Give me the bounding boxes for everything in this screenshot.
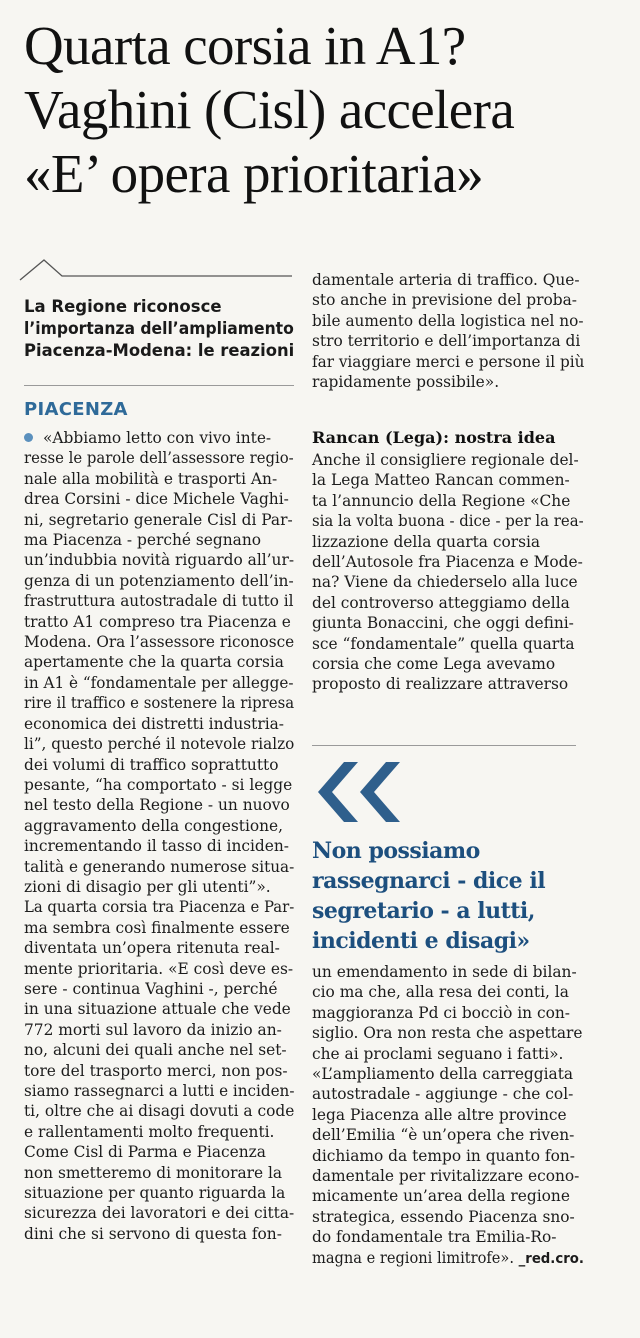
text-line: dell’Autosole fra Piacenza e Mode- xyxy=(312,553,583,572)
text-line: proposto di realizzare attraverso xyxy=(312,675,569,694)
divider xyxy=(24,385,294,386)
text-line: do fondamentale tra Emilia-Ro- xyxy=(312,1228,557,1247)
text-line: incrementando il tasso di inciden- xyxy=(24,837,289,856)
text-line: maggioranza Pd ci bocciò in con- xyxy=(312,1003,570,1022)
text-line: magna e regioni limitrofe». _red.cro. xyxy=(312,1248,584,1267)
text-line: frastruttura autostradale di tutto il xyxy=(24,592,294,611)
pull-quote-line: rassegnarci - dice il xyxy=(312,868,546,894)
text-line: sia la volta buona - dice - per la rea- xyxy=(312,512,584,531)
text-line: lizzazione della quarta corsia xyxy=(312,532,541,551)
text-line: ti, oltre che ai disagi dovuti a code xyxy=(24,1102,295,1121)
text-line: dei volumi di traffico soprattutto xyxy=(24,755,279,774)
text-line: no, alcuni dei quali anche nel set- xyxy=(24,1041,287,1060)
text-line: nale alla mobilità e trasporti An- xyxy=(24,469,278,488)
article-right-column-rancan xyxy=(312,450,584,695)
text-line: damentale per rivitalizzare econo- xyxy=(312,1167,580,1186)
article-left-column xyxy=(24,428,294,1244)
text-line: dell’Emilia “è un’opera che riven- xyxy=(312,1126,575,1145)
text-line: «L’ampliamento della carreggiata xyxy=(312,1065,574,1084)
text-line: sicurezza dei lavoratori e dei citta- xyxy=(24,1204,295,1223)
pull-quote-line: Non possiamo xyxy=(312,838,480,864)
text-line: 772 morti sul lavoro da inizio an- xyxy=(24,1020,282,1039)
text-line: siglio. Ora non resta che aspettare xyxy=(312,1024,583,1043)
pull-quote-line: segretario - a lutti, xyxy=(312,898,535,924)
pull-quote xyxy=(312,836,592,956)
text-line: damentale arteria di traffico. Que- xyxy=(312,271,580,289)
text-line: apertamente che la quarta corsia xyxy=(24,653,284,672)
text-line: na? Viene da chiederselo alla luce xyxy=(312,573,578,592)
text-line: Modena. Ora l’assessore riconosce xyxy=(24,633,295,652)
text-line: talità e generando numerose situa- xyxy=(24,857,295,876)
text-line: dichiamo da tempo in quanto fon- xyxy=(312,1146,575,1165)
divider xyxy=(312,745,576,746)
text-line: del controverso atteggiamo della xyxy=(312,593,570,612)
pull-quote-line: incidenti e disagi» xyxy=(312,928,530,954)
text-line: diventata un’opera ritenuta real- xyxy=(24,939,280,958)
text-line: ta l’annuncio della Regione «Che xyxy=(312,491,571,510)
text-line: sto anche in previsione del proba- xyxy=(312,291,578,310)
text-line: rapidamente possibile». xyxy=(312,373,500,392)
text-line: ma sembra così finalmente essere xyxy=(24,918,290,937)
subtitle-line: l’importanza dell’ampliamento xyxy=(24,319,294,338)
text-line: drea Corsini - dice Michele Vaghi- xyxy=(24,490,289,509)
text-line: bile aumento della logistica nel no- xyxy=(312,311,584,330)
text-line: La quarta corsia tra Piacenza e Par- xyxy=(24,898,295,917)
text-line: genza di un potenziamento dell’in- xyxy=(24,571,294,590)
text-line: che ai proclami seguano i fatti». xyxy=(312,1044,564,1063)
text-line: economica dei distretti industria- xyxy=(24,714,284,733)
text-line: strategica, essendo Piacenza sno- xyxy=(312,1207,575,1226)
double-left-chevron-quote-icon xyxy=(314,760,404,824)
section-subhead: Rancan (Lega): nostra idea xyxy=(312,428,556,447)
text-line: stro territorio e dell’importanza di xyxy=(312,332,581,351)
text-line: dini che si servono di questa fon- xyxy=(24,1224,282,1243)
dateline: PIACENZA xyxy=(24,399,128,420)
text-line: Anche il consigliere regionale del- xyxy=(312,451,579,469)
text-line: corsia che come Lega avevamo xyxy=(312,655,556,674)
article-right-column-top xyxy=(312,270,584,392)
text-line: tratto A1 compreso tra Piacenza e xyxy=(24,612,291,631)
article-right-column-bottom xyxy=(312,962,584,1269)
text-line: un’indubbia novità riguardo all’ur- xyxy=(24,551,295,570)
text-line: giunta Bonaccini, che oggi defini- xyxy=(312,614,574,633)
text-line: zioni di disagio per gli utenti”». xyxy=(24,877,271,896)
text-line: sere - continua Vaghini -, perché xyxy=(24,979,278,998)
text-line: «Abbiamo letto con vivo inte- xyxy=(24,428,294,448)
text-line: ma Piacenza - perché segnano xyxy=(24,531,261,550)
headline xyxy=(24,14,624,206)
text-line: li”, questo perché il notevole rialzo xyxy=(24,735,295,754)
subtitle-line: Piacenza-Modena: le reazioni xyxy=(24,341,295,360)
subtitle-line: La Regione riconosce xyxy=(24,297,222,316)
text-line: rire il traffico e sostenere la ripresa xyxy=(24,694,295,713)
text-line: lega Piacenza alle altre province xyxy=(312,1105,567,1124)
text-line: situazione per quanto riguarda la xyxy=(24,1184,286,1203)
headline-line: Quarta corsia in A1? xyxy=(24,15,466,76)
text-line: un emendamento in sede di bilan- xyxy=(312,963,577,981)
subtitle xyxy=(24,296,294,362)
text-line: aggravamento della congestione, xyxy=(24,816,284,835)
text-line: siamo rassegnarci a lutti e inciden- xyxy=(24,1082,295,1100)
text-line: ni, segretario generale Cisl di Par- xyxy=(24,510,293,529)
text-line: mente prioritaria. «E così deve es- xyxy=(24,959,294,978)
text-line: Come Cisl di Parma e Piacenza xyxy=(24,1143,266,1162)
bullet-icon xyxy=(24,433,33,442)
text-line: tore del trasporto merci, non pos- xyxy=(24,1061,288,1080)
author-signature: _red.cro. xyxy=(518,1250,584,1267)
text-line: in una situazione attuale che vede xyxy=(24,1000,291,1019)
text-line: non smetteremo di monitorare la xyxy=(24,1163,283,1182)
headline-line: «E’ opera prioritaria» xyxy=(24,143,484,204)
text-line: in A1 è “fondamentale per allegge- xyxy=(24,673,294,692)
section-swoosh-icon xyxy=(18,256,294,282)
text-line: nel testo della Regione - un nuovo xyxy=(24,796,290,815)
text-line: e rallentamenti molto frequenti. xyxy=(24,1122,275,1141)
text-line: cio ma che, alla resa dei conti, la xyxy=(312,983,569,1002)
text-line: la Lega Matteo Rancan commen- xyxy=(312,471,570,490)
text-line: autostradale - aggiunge - che col- xyxy=(312,1085,574,1104)
text-line: pesante, “ha comportato - si legge xyxy=(24,775,293,794)
headline-line: Vaghini (Cisl) accelera xyxy=(24,79,515,140)
text-line: sce “fondamentale” quella quarta xyxy=(312,634,575,653)
text-line: micamente un’area della regione xyxy=(312,1187,570,1206)
text-line: resse le parole dell’assessore regio- xyxy=(24,449,294,468)
text-line: far viaggiare merci e persone il più xyxy=(312,352,585,371)
